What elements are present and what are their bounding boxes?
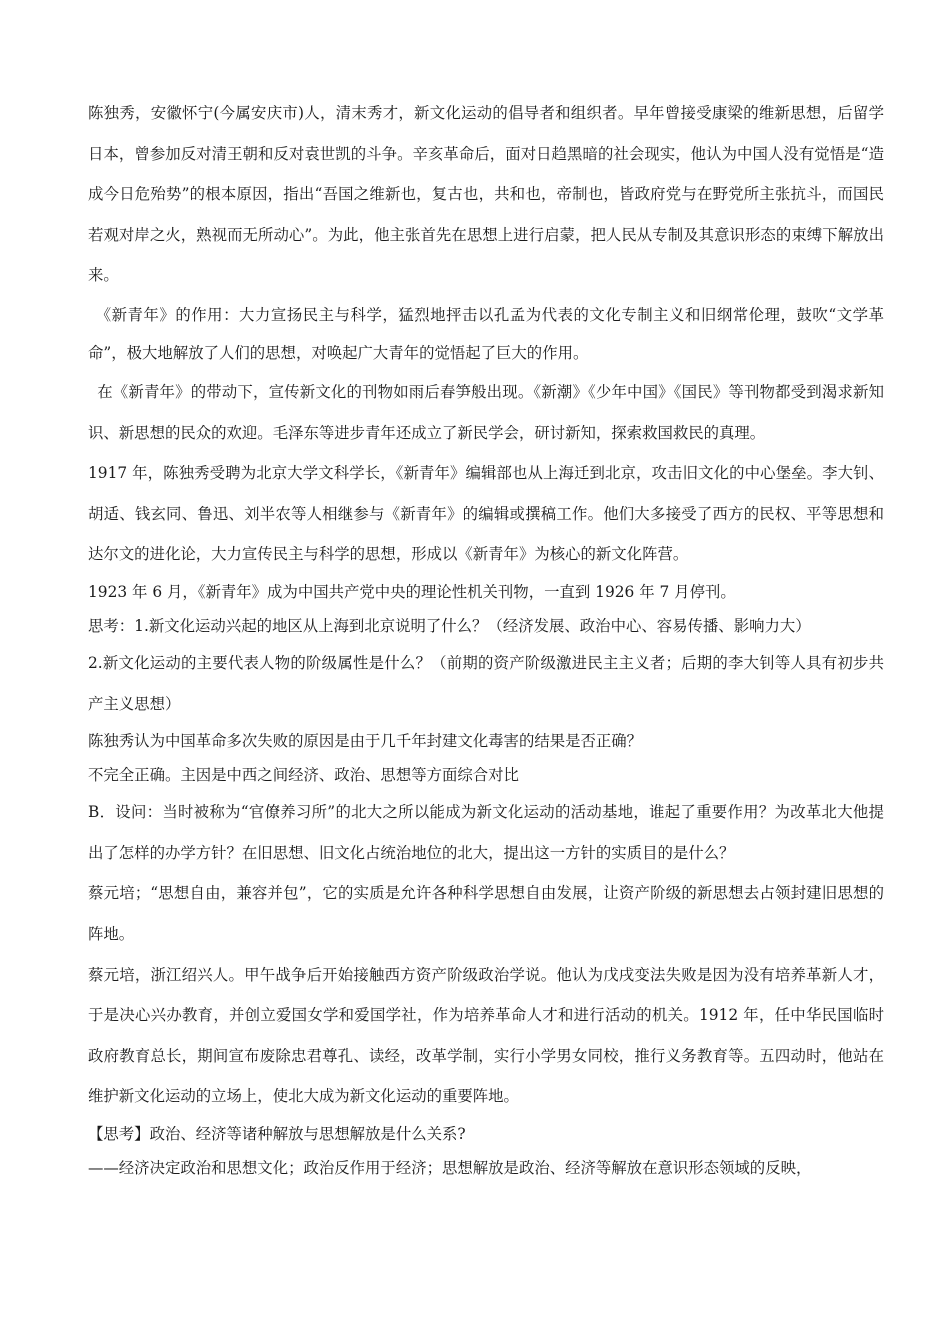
paragraph-1923-new-youth: 1923 年 6 月，《新青年》成为中国共产党中央的理论性机关刊物，一直到 1926 年 7 月停刊。	[88, 582, 736, 601]
paragraph-question-b: B．设问：当时被称为“官僚养习所”的北大之所以能成为新文化运动的活动基地，谁起了重要作用？为改革北大他提出了怎样的办学方针？在旧思想、旧文化占统治地位的北大，提出这一方针的实质目的是什么？	[88, 803, 884, 862]
paragraph-chen-duxiu-bio: 陈独秀，安徽怀宁(今属安庆市)人，清末秀才，新文化运动的倡导者和组织者。早年曾接受康梁的维新思想，后留学日本，曾参加反对清王朝和反对袁世凯的斗争。辛亥革命后，面对日趋黑暗的社会现实，他认为中国人没有觉悟是“造成今日危殆势”的根本原因，指出“吾国之维新也，复古也，共和也，帝制也，皆政府党与在野党所主张抗斗，而国民若观对岸之火，熟视而无所动心”。为此，他主张首先在思想上进行启蒙，把人民从专制及其意识形态的束缚下解放出来。	[88, 104, 884, 285]
paragraph-thinking-question-2: 2.新文化运动的主要代表人物的阶级属性是什么？（前期的资产阶级激进民主主义者；后期的李大钊等人具有初步共产主义思想）	[88, 653, 884, 713]
document-body	[88, 93, 884, 1185]
paragraph-thinking-question-1: 思考：1.新文化运动兴起的地区从上海到北京说明了什么？（经济发展、政治中心、容易传播、影响力大）	[88, 616, 811, 635]
paragraph-new-youth-role: 《新青年》的作用：大力宣扬民主与科学，猛烈地抨击以孔孟为代表的文化专制主义和旧纲常伦理，鼓吹“文学革命”，极大地解放了人们的思想，对唤起广大青年的觉悟起了巨大的作用。	[88, 305, 884, 362]
paragraph-1917-peking-university: 1917 年，陈独秀受聘为北京大学文科学长，《新青年》编辑部也从上海迁到北京，攻击旧文化的中心堡垒。李大钊、胡适、钱玄同、鲁迅、刘半农等人相继参与《新青年》的编辑或撰稿工作。他们大多接受了西方的民权、平等思想和达尔文的进化论，大力宣传民主与科学的思想，形成以《新青年》为核心的新文化阵营。	[88, 464, 884, 564]
paragraph-new-culture-journals: 在《新青年》的带动下，宣传新文化的刊物如雨后春笋般出现。《新潮》《少年中国》《国民》等刊物都受到渴求新知识、新思想的民众的欢迎。毛泽东等进步青年还成立了新民学会，研讨新知，探索救国救民的真理。	[88, 382, 884, 442]
paragraph-thinking-liberation: 【思考】政治、经济等诸种解放与思想解放是什么关系?	[88, 1124, 466, 1143]
paragraph-answer-liberation: ——经济决定政治和思想文化；政治反作用于经济；思想解放是政治、经济等解放在意识形态领域的反映，	[88, 1158, 812, 1177]
paragraph-cai-yuanpei-bio: 蔡元培，浙江绍兴人。甲午战争后开始接触西方资产阶级政治学说。他认为戊戌变法失败是因为没有培养革新人才，于是决心兴办教育，并创立爱国女学和爱国学社，作为培养革命人才和进行活动的机关。1912 年，任中华民国临时政府教育总长，期间宣布废除忠君尊孔、读经，改革学制，实行小学男女同校，推行义务教育等。五四动时，他站在维护新文化运动的立场上，使北大成为新文化运动的重要阵地。	[88, 965, 884, 1106]
paragraph-answer-cai-yuanpei: 蔡元培；“思想自由，兼容并包”，它的实质是允许各种科学思想自由发展，让资产阶级的新思想去占领封建旧思想的阵地。	[88, 884, 884, 943]
paragraph-question-chen-view: 陈独秀认为中国革命多次失败的原因是由于几千年封建文化毒害的结果是否正确？	[88, 732, 643, 751]
paragraph-answer-chen-view: 不完全正确。主因是中西之间经济、政治、思想等方面综合对比	[88, 766, 519, 785]
